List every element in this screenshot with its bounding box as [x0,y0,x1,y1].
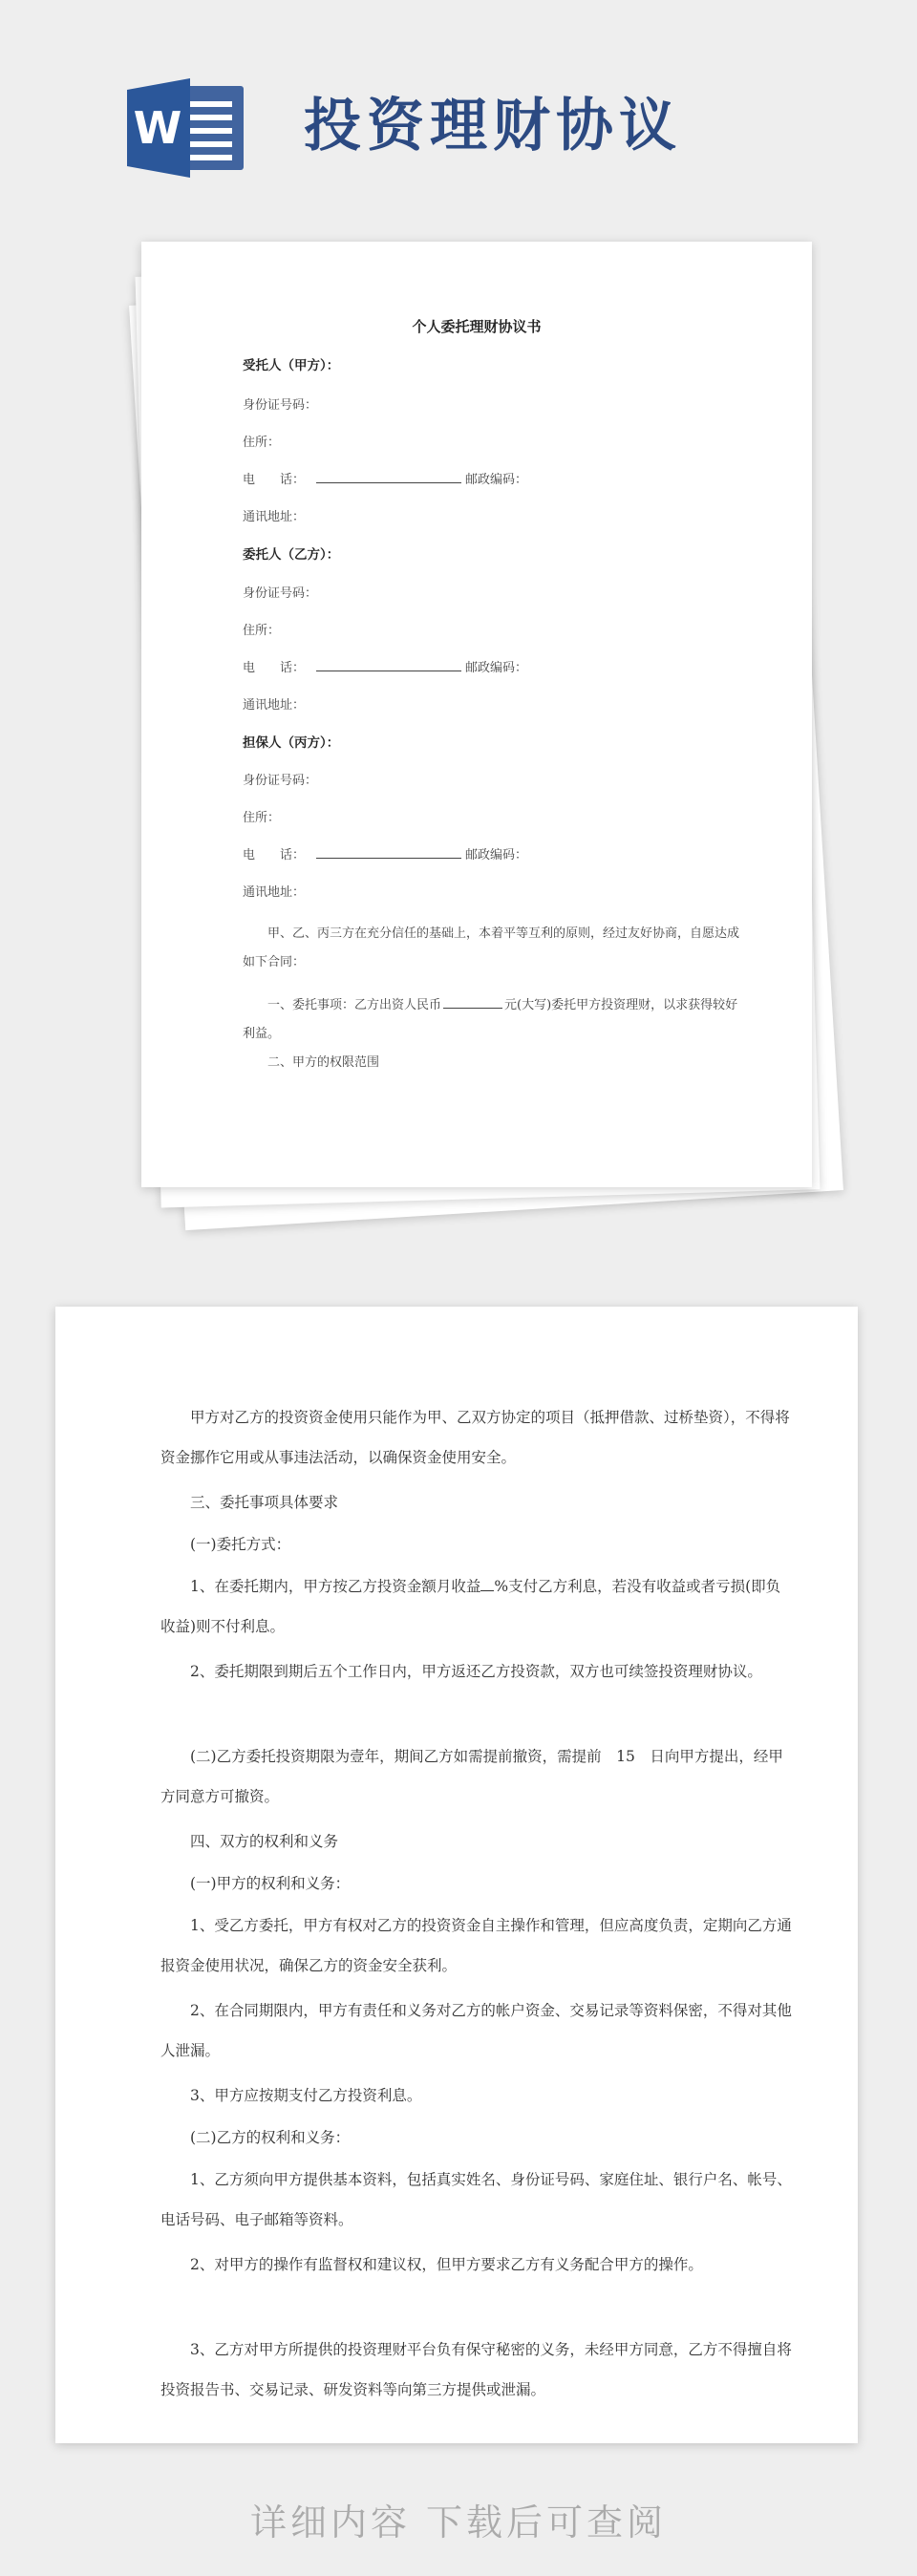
section-heading: 四、双方的权利和义务 [190,1833,339,1850]
phone-label: 电 话： [243,473,306,487]
party-a-phone-row [243,469,527,487]
clause-1-text-a: 一、委托事项：乙方出资人民币 [267,998,442,1012]
paragraph [160,1566,793,1647]
phone-blank [316,471,461,483]
party-c-mail-label: 通讯地址： [243,885,306,900]
party-b-address-label: 住所： [243,624,281,638]
paragraph: 2、对甲方的操作有监督权和建议权，但甲方要求乙方有义务配合甲方的操作。 [190,2256,703,2273]
paragraph: 甲方对乙方的投资资金使用只能作为甲、乙双方协定的项目（抵押借款、过桥垫资），不得将资金挪作它用或从事违法活动，以确保资金使用安全。 [160,1409,790,1466]
postcode-label: 邮政编码： [465,848,528,862]
subsection-heading: (一)甲方的权利和义务： [190,1875,351,1892]
page-heading: 投资理财协议 [304,93,682,160]
intro-paragraph: 甲、乙、丙三方在充分信任的基础上，本着平等互利的原则，经过友好协商，自愿达成如下合同： [243,926,740,969]
phone-blank [316,659,461,671]
clause-1-text-b: 元(大写)委托甲方投资理财，以求获得较好利益。 [243,998,738,1041]
paragraph: 2、委托期限到期后五个工作日内，甲方返还乙方投资款，双方也可续签投资理财协议。 [190,1663,762,1680]
party-b-phone-row [243,657,527,675]
phone-label: 电 话： [243,848,306,862]
party-a-heading: 受托人（甲方）： [243,358,340,373]
postcode-label: 邮政编码： [465,661,528,675]
paragraph-text: %支付乙方利息，若没有收益或者亏损(即负收益)则不付利息。 [160,1578,781,1635]
party-c-heading: 担保人（丙方）： [243,735,340,751]
paragraph-text: 1、在委托期内，甲方按乙方投资金额月收益 [190,1578,481,1595]
party-b-heading: 委托人（乙方）： [243,547,340,563]
party-b-id-label: 身份证号码： [243,586,318,601]
clause-1 [243,991,739,1049]
document-title: 个人委托理财协议书 [412,318,542,335]
subsection-heading: (一)委托方式： [190,1536,291,1553]
paragraph: 3、甲方应按期支付乙方投资利息。 [190,2087,422,2104]
section-heading: 三、委托事项具体要求 [190,1494,339,1511]
party-a-id-label: 身份证号码： [243,398,318,413]
document-page-2 [55,1307,858,2443]
download-hint: 详细内容 下载后可查阅 [249,2501,668,2544]
party-c-address-label: 住所： [243,811,281,825]
clause-2-heading: 二、甲方的权限范围 [267,1055,380,1070]
party-a-address-label: 住所： [243,436,281,450]
document-page-1 [141,242,812,1187]
postcode-label: 邮政编码： [465,473,528,487]
paragraph: 3、乙方对甲方所提供的投资理财平台负有保守秘密的义务，未经甲方同意，乙方不得擅自将投资报告书、交易记录、研发资料等向第三方提供或泄漏。 [160,2341,792,2398]
word-logo-letter: W [133,102,182,154]
party-a-mail-label: 通讯地址： [243,510,306,524]
word-document-icon [125,76,247,180]
paragraph: (二)乙方委托投资期限为壹年，期间乙方如需提前撤资，需提前 15 日向甲方提出，经甲方同意方可撤资。 [160,1748,783,1805]
rate-blank [480,1577,494,1591]
paragraph: 1、受乙方委托，甲方有权对乙方的投资资金自主操作和管理，但应高度负责，定期向乙方通报资金使用状况，确保乙方的资金安全获利。 [160,1917,792,1974]
phone-label: 电 话： [243,661,306,675]
phone-blank [316,846,461,859]
party-c-id-label: 身份证号码： [243,774,318,788]
amount-blank [443,996,502,1009]
subsection-heading: (二)乙方的权利和义务： [190,2129,351,2146]
party-c-phone-row [243,844,527,862]
party-b-mail-label: 通讯地址： [243,698,306,713]
paragraph: 1、乙方须向甲方提供基本资料，包括真实姓名、身份证号码、家庭住址、银行户名、帐号、电话号码、电子邮箱等资料。 [160,2171,792,2228]
paragraph: 2、在合同期限内，甲方有责任和义务对乙方的帐户资金、交易记录等资料保密，不得对其他人泄漏。 [160,2002,792,2059]
